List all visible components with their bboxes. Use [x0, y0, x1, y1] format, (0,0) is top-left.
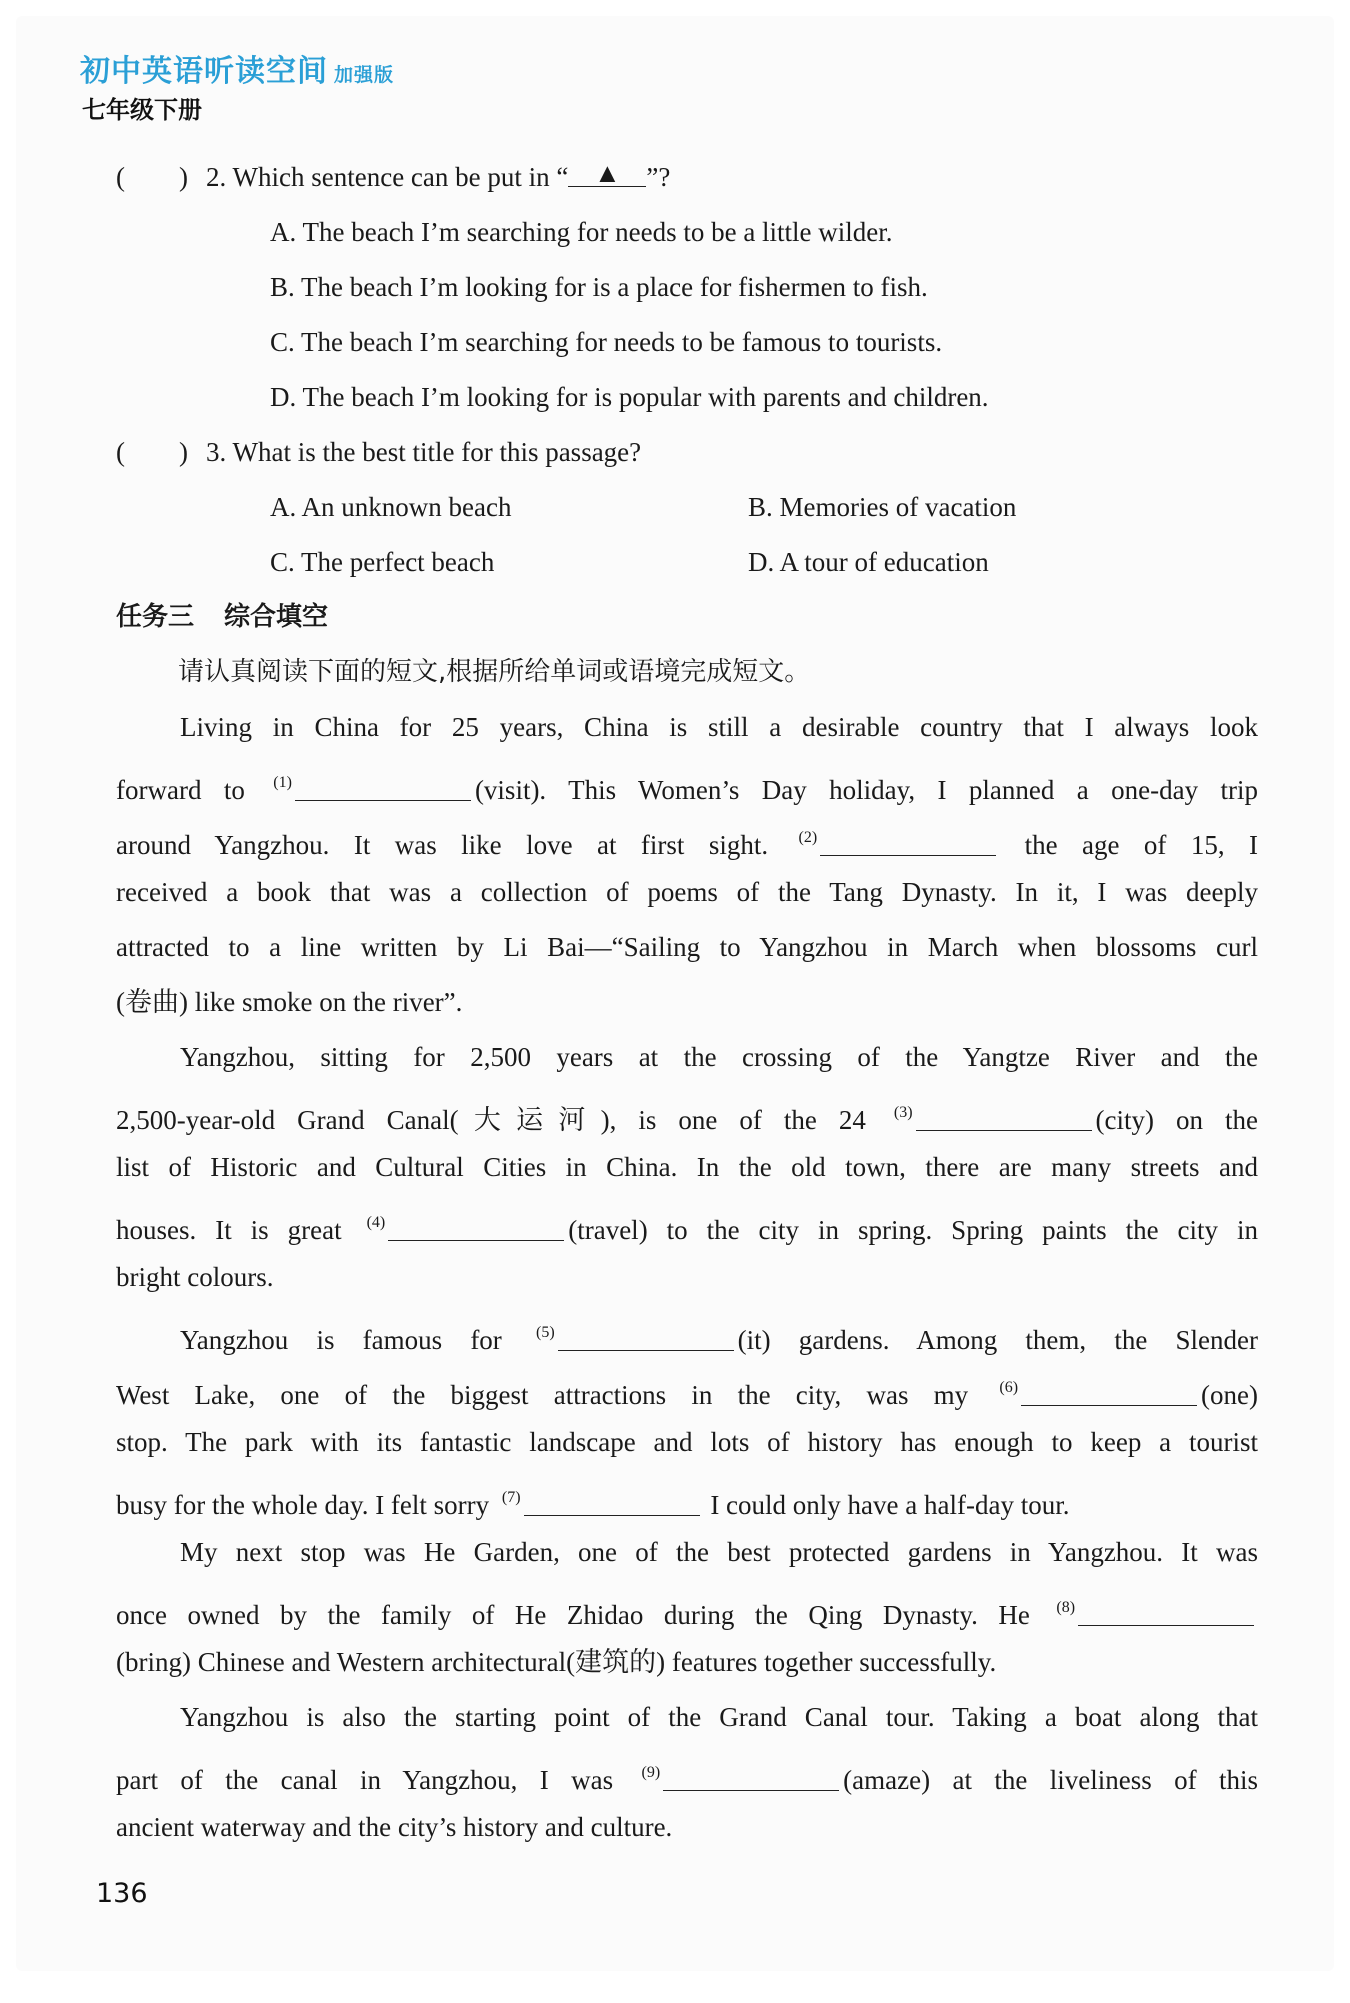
passage-line: [116, 1470, 1258, 1525]
options-row-3ab: [116, 480, 1258, 535]
text: the age of 15, I: [1024, 830, 1259, 860]
passage-line: (bring) Chinese and Western architectural(建筑的) features together successfully.: [116, 1647, 997, 1677]
text: Yangzhou is famous for: [180, 1325, 502, 1355]
page-number: 136: [96, 1878, 148, 1909]
grade-subtitle: 七年级下册: [82, 96, 202, 124]
option-2b: B. The beach I’m looking for is a place for fishermen to fish.: [270, 272, 928, 302]
option-2c: C. The beach I’m searching for needs to be famous to tourists.: [270, 327, 943, 357]
passage-line: [116, 1195, 1258, 1250]
blank-number: (1): [273, 774, 292, 791]
option-3b: B. Memories of vacation: [748, 492, 1017, 522]
option-2a: A. The beach I’m searching for needs to be a little wilder.: [270, 217, 893, 247]
text: (travel) to the city in spring. Spring paints the city in: [568, 1215, 1259, 1245]
answer-blank-9[interactable]: [663, 1768, 839, 1791]
text: around Yangzhou. It was like love at first sight.: [116, 830, 769, 860]
answer-blank-2[interactable]: [820, 833, 996, 856]
passage-line: [116, 1580, 1258, 1635]
blank-number: (7): [501, 1489, 521, 1506]
blank-number: (4): [366, 1214, 386, 1231]
answer-blank-1[interactable]: [295, 778, 471, 801]
text: (one): [1201, 1380, 1259, 1410]
text: (it) gardens. Among them, the Slender: [737, 1325, 1258, 1355]
options-row-3cd: [116, 535, 1258, 590]
text: part of the canal in Yangzhou, I was: [116, 1765, 614, 1795]
passage-line: [116, 810, 1258, 865]
stem-text-end: ”?: [646, 162, 671, 192]
passage-line: [116, 755, 1258, 810]
question-stem: [206, 150, 670, 205]
passage-line: [116, 1745, 1258, 1800]
section-label: 任务三: [116, 602, 195, 632]
page: [16, 16, 1334, 1971]
option-3a: A. An unknown beach: [270, 492, 512, 522]
passage-line: [116, 1360, 1258, 1415]
section-heading: [116, 590, 1258, 645]
text: busy for the whole day. I felt sorry: [116, 1490, 490, 1520]
answer-blank-3[interactable]: [916, 1108, 1092, 1131]
stem-text: 2. Which sentence can be put in “: [206, 162, 569, 192]
question-stem: 3. What is the best title for this passage?: [206, 437, 642, 467]
answer-blank-7[interactable]: [524, 1493, 700, 1516]
question-2: [116, 150, 1258, 205]
passage-line: My next stop was He Garden, one of the best protected gardens in Yangzhou. It was: [180, 1537, 1258, 1567]
instruction: 请认真阅读下面的短文,根据所给单词或语境完成短文。: [178, 657, 811, 687]
book-title: [80, 46, 394, 90]
text: 2,500-year-old Grand Canal(大运河), is one of the 24: [116, 1105, 866, 1135]
passage-line: stop. The park with its fantastic landscape and lots of history has enough to keep a tourist: [116, 1427, 1258, 1457]
answer-paren: ( ): [116, 437, 188, 467]
blank-number: (2): [798, 829, 818, 846]
text: West Lake, one of the biggest attractions in the city, was my: [116, 1380, 969, 1410]
blank-number: (6): [999, 1379, 1019, 1396]
passage-line: Yangzhou, sitting for 2,500 years at the crossing of the Yangtze River and the: [180, 1042, 1258, 1072]
passage-line: ancient waterway and the city’s history and culture.: [116, 1812, 673, 1842]
passage-line: Yangzhou is also the starting point of the Grand Canal tour. Taking a boat along that: [180, 1702, 1258, 1732]
text: (visit). This Women’s Day holiday, I planned a one-day trip: [474, 775, 1259, 805]
page-content: [116, 150, 1258, 1855]
option-3d: D. A tour of education: [748, 547, 989, 577]
blank-number: (5): [535, 1324, 555, 1341]
text: once owned by the family of He Zhidao during the Qing Dynasty. He: [116, 1600, 1030, 1630]
passage-line: list of Historic and Cultural Cities in China. In the old town, there are many streets and: [116, 1152, 1258, 1182]
passage-line: (卷曲) like smoke on the river”.: [116, 987, 463, 1017]
blank-number: (3): [893, 1104, 913, 1121]
passage-line: attracted to a line written by Li Bai—“Sailing to Yangzhou in March when blossoms curl: [116, 932, 1258, 962]
option-3c: C. The perfect beach: [270, 547, 495, 577]
edition-tag: 加强版: [334, 64, 395, 86]
passage-line: [116, 1085, 1258, 1140]
text: (amaze) at the liveliness of this: [843, 1765, 1258, 1795]
book-title-text: 初中英语听读空间: [80, 54, 328, 89]
blank-number: (8): [1056, 1599, 1076, 1616]
question-3: [116, 425, 1258, 480]
passage-line: Living in China for 25 years, China is still a desirable country that I always look: [180, 712, 1258, 742]
passage-line: bright colours.: [116, 1262, 274, 1292]
answer-blank-8[interactable]: [1078, 1603, 1254, 1626]
answer-blank-5[interactable]: [558, 1328, 734, 1351]
passage-line: received a book that was a collection of poems of the Tang Dynasty. In it, I was deeply: [116, 877, 1258, 907]
option-2d: D. The beach I’m looking for is popular with parents and children.: [270, 382, 989, 412]
text: forward to: [116, 775, 245, 805]
text: (city) on the: [1095, 1105, 1258, 1135]
section-title: 综合填空: [224, 602, 329, 632]
answer-blank-6[interactable]: [1021, 1383, 1197, 1406]
text: houses. It is great: [116, 1215, 342, 1245]
answer-paren: ( ): [116, 162, 188, 192]
blank-number: (9): [641, 1764, 661, 1781]
text: I could only have a half-day tour.: [710, 1490, 1070, 1520]
answer-blank-4[interactable]: [388, 1218, 564, 1241]
passage-line: [116, 1305, 1258, 1360]
triangle-blank: ▲: [568, 160, 646, 187]
